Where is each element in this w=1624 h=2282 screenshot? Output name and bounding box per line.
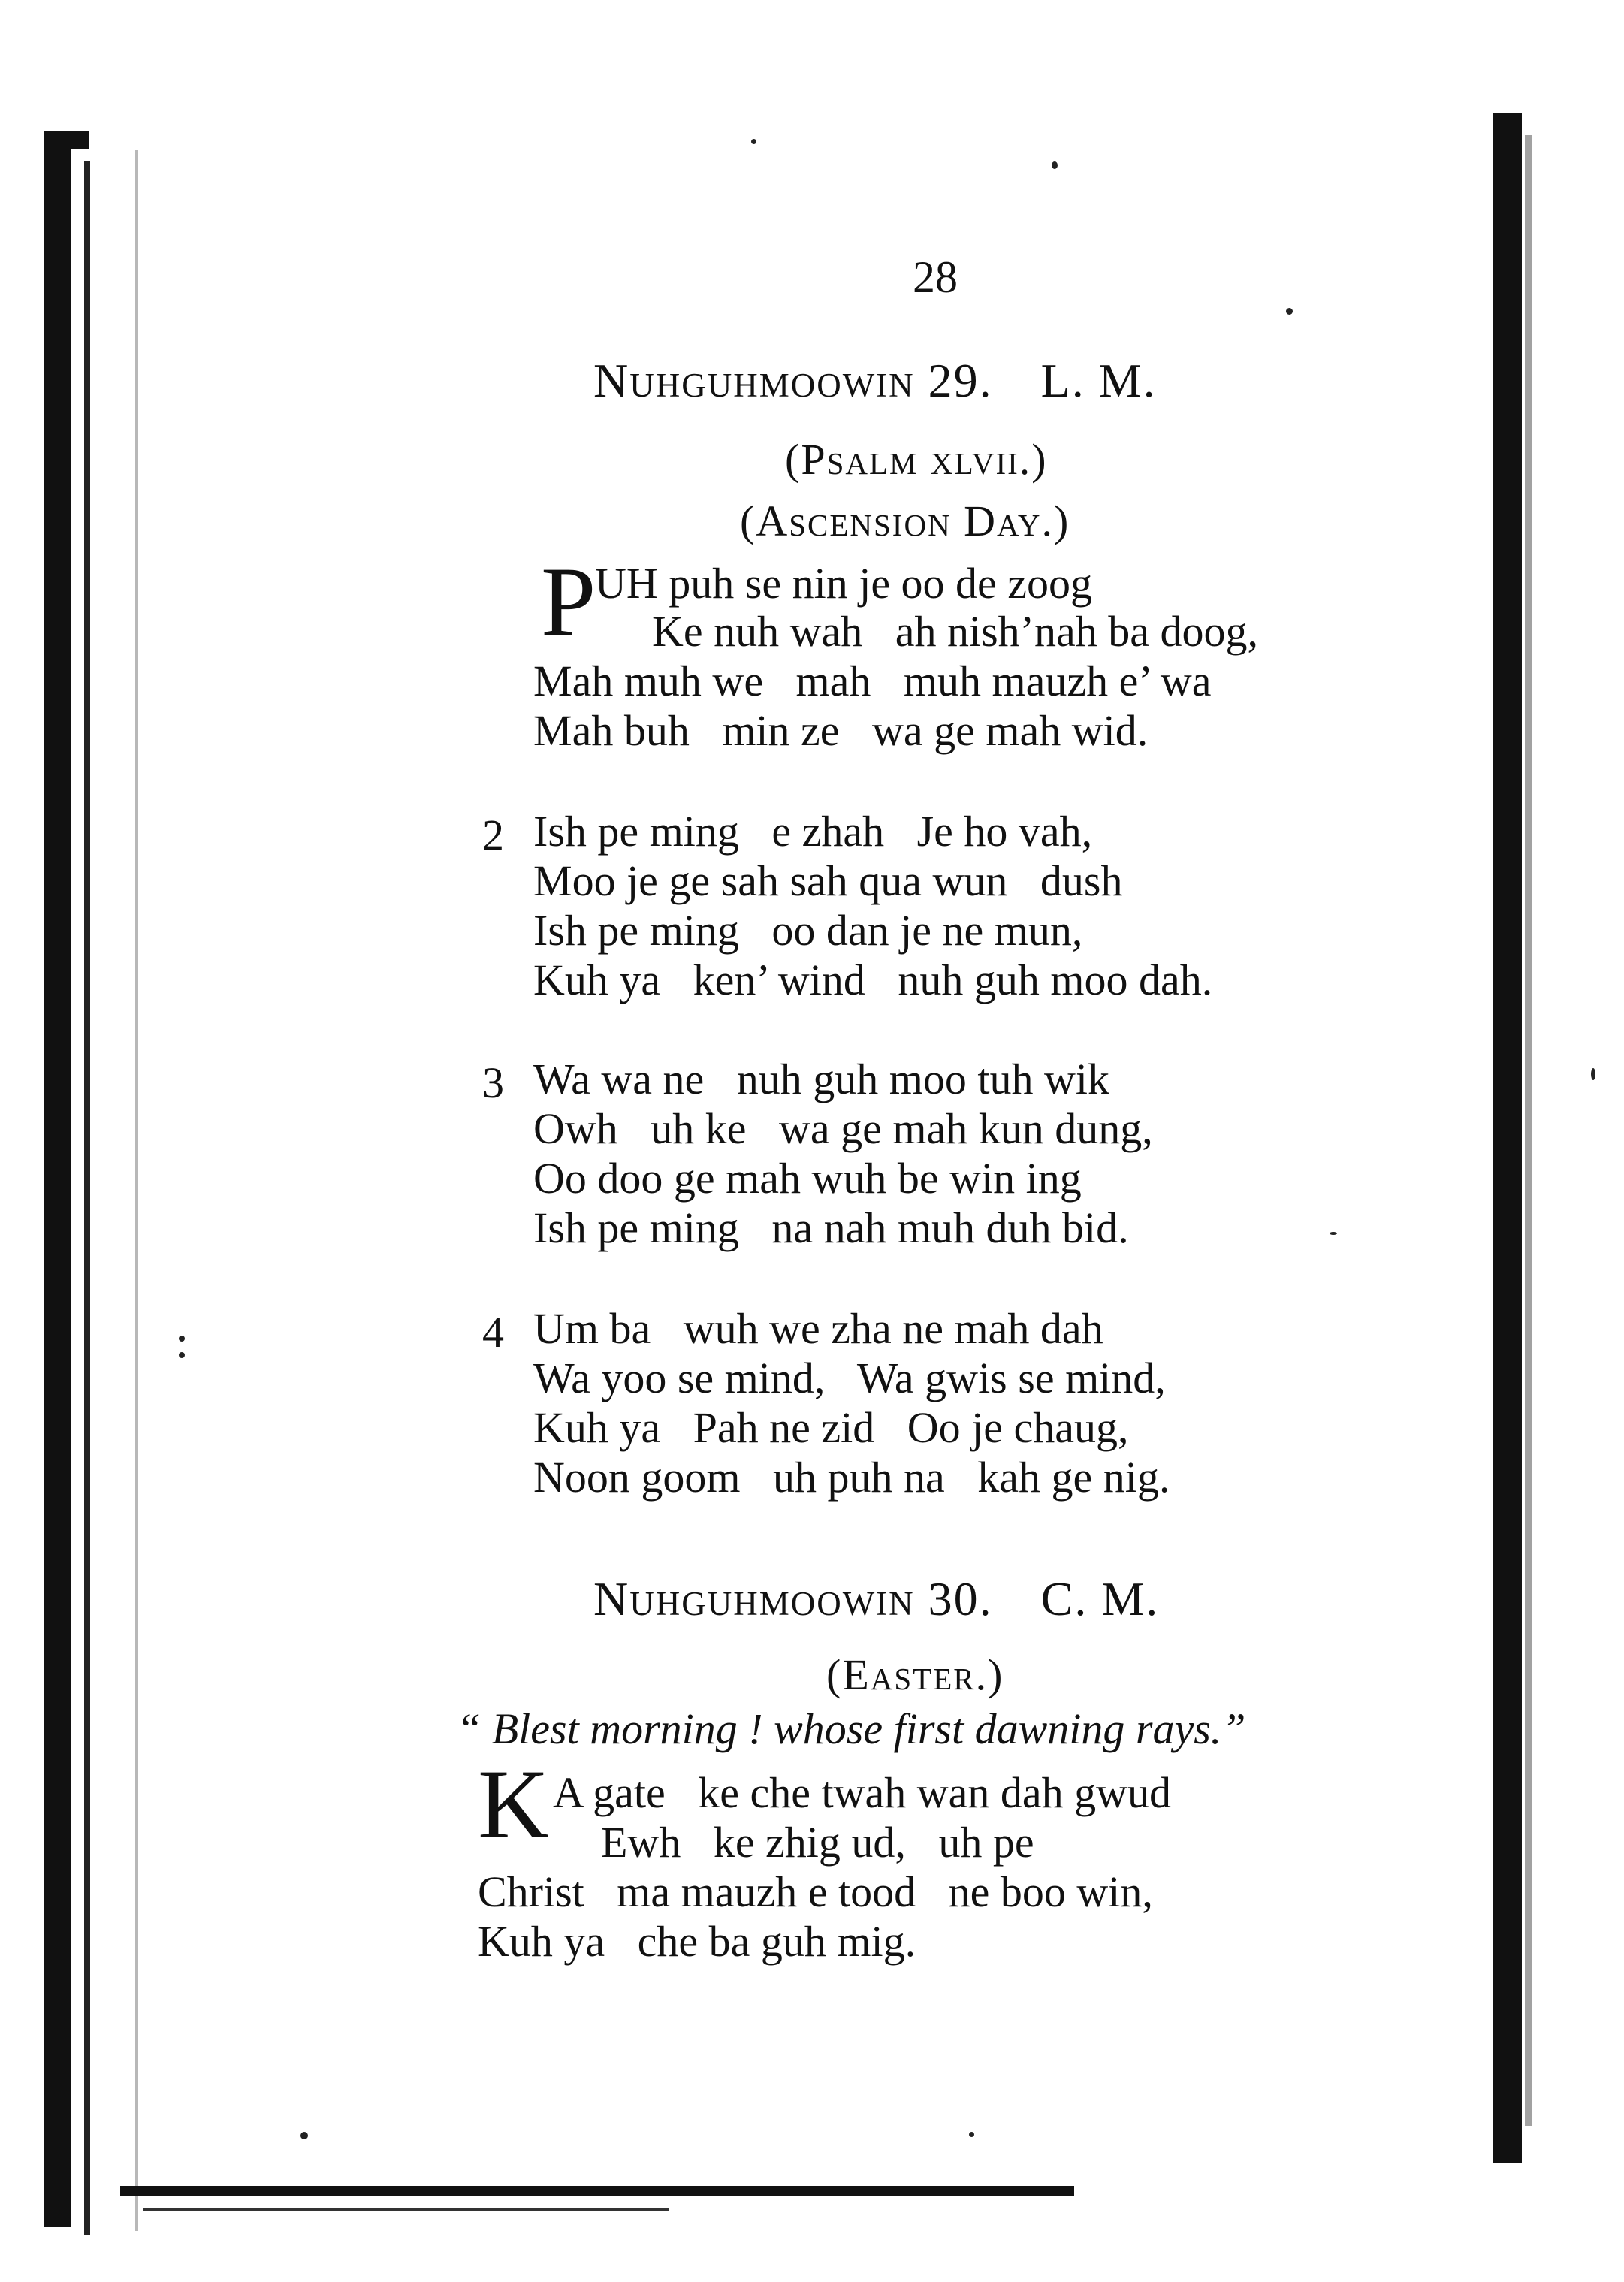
left-page-shadow [135, 150, 138, 2231]
verse-line: Noon goom uh puh na kah ge nig. [533, 1453, 1170, 1502]
verse-line: Ish pe ming e zhah Je ho vah, [533, 807, 1093, 856]
verse-line: Ewh ke zhig ud, uh pe [601, 1818, 1034, 1867]
scan-speck [751, 139, 756, 144]
verse-line: A gate ke che twah wan dah gwud [553, 1768, 1172, 1817]
verse-line: Owh uh ke wa ge mah kun dung, [533, 1104, 1153, 1153]
right-page-shadow [1525, 135, 1532, 2126]
verse-line: UH puh se nin je oo de zoog [595, 559, 1093, 608]
verse-line: Wa wa ne nuh guh moo tuh wik [533, 1055, 1109, 1103]
verse-line: Kuh ya che ba guh mig. [478, 1917, 916, 1966]
hymn-30-heading [593, 1571, 1159, 1627]
verse-line: Kuh ya Pah ne zid Oo je chaug, [533, 1403, 1129, 1452]
hymn-29-meter: L. M. [1040, 354, 1157, 407]
verse-line: Moo je ge sah sah qua wun dush [533, 856, 1123, 905]
verse-line: Ish pe ming na nah muh duh bid. [533, 1203, 1129, 1252]
stanza-number: 3 [482, 1058, 504, 1107]
stanza-number: 4 [482, 1308, 504, 1357]
hymn-30-meter: C. M. [1040, 1572, 1160, 1625]
scan-speck [969, 2132, 974, 2137]
left-page-edge-line [84, 161, 90, 2235]
page-number: 28 [913, 252, 958, 302]
hymn-29-title: Nuhguhmoowin [593, 354, 915, 407]
hymn-30-title: Nuhguhmoowin [593, 1572, 915, 1625]
hymn-29-dropcap: P [541, 546, 596, 657]
hymn-30-number: 30. [928, 1572, 993, 1625]
verse-line: Kuh ya ken’ wind nuh guh moo dah. [533, 955, 1213, 1004]
hymn-29-number: 29. [928, 354, 993, 407]
scan-speck [179, 1336, 185, 1342]
right-page-edge [1493, 113, 1522, 2163]
hymn-29-heading [593, 353, 1157, 409]
hymn-30-dropcap: K [478, 1749, 550, 1859]
verse-line: Oo doo ge mah wuh be win ing [533, 1154, 1082, 1203]
scan-speck [1052, 161, 1058, 169]
verse-line: Wa yoo se mind, Wa gwis se mind, [533, 1354, 1166, 1402]
stanza-number: 2 [482, 810, 504, 859]
left-binding-cap [44, 131, 89, 149]
scan-speck [1286, 308, 1293, 315]
hymn-30-epigraph: “ Blest morning ! whose first dawning rays.” [457, 1704, 1246, 1753]
hymn-29-occasion: (Ascension Day.) [740, 497, 1070, 545]
verse-line: Christ ma mauzh e tood ne boo win, [478, 1867, 1153, 1916]
scan-speck [1591, 1068, 1595, 1080]
bottom-page-edge [120, 2186, 1074, 2196]
scan-speck [300, 2132, 308, 2139]
verse-line: Um ba wuh we zha ne mah dah [533, 1304, 1103, 1353]
scan-speck [179, 1352, 185, 1358]
verse-line: Mah buh min ze wa ge mah wid. [533, 706, 1149, 755]
verse-line: Mah muh we mah muh mauzh e’ wa [533, 657, 1212, 705]
left-binding-edge [44, 131, 71, 2227]
hymn-30-occasion: (Easter.) [826, 1650, 1004, 1699]
bottom-page-edge-thin [143, 2208, 669, 2211]
scan-speck [1330, 1232, 1337, 1235]
hymn-29-psalm: (Psalm xlvii.) [785, 435, 1048, 484]
verse-line: Ish pe ming oo dan je ne mun, [533, 906, 1083, 955]
verse-line: Ke nuh wah ah nish’nah ba doog, [652, 607, 1258, 656]
